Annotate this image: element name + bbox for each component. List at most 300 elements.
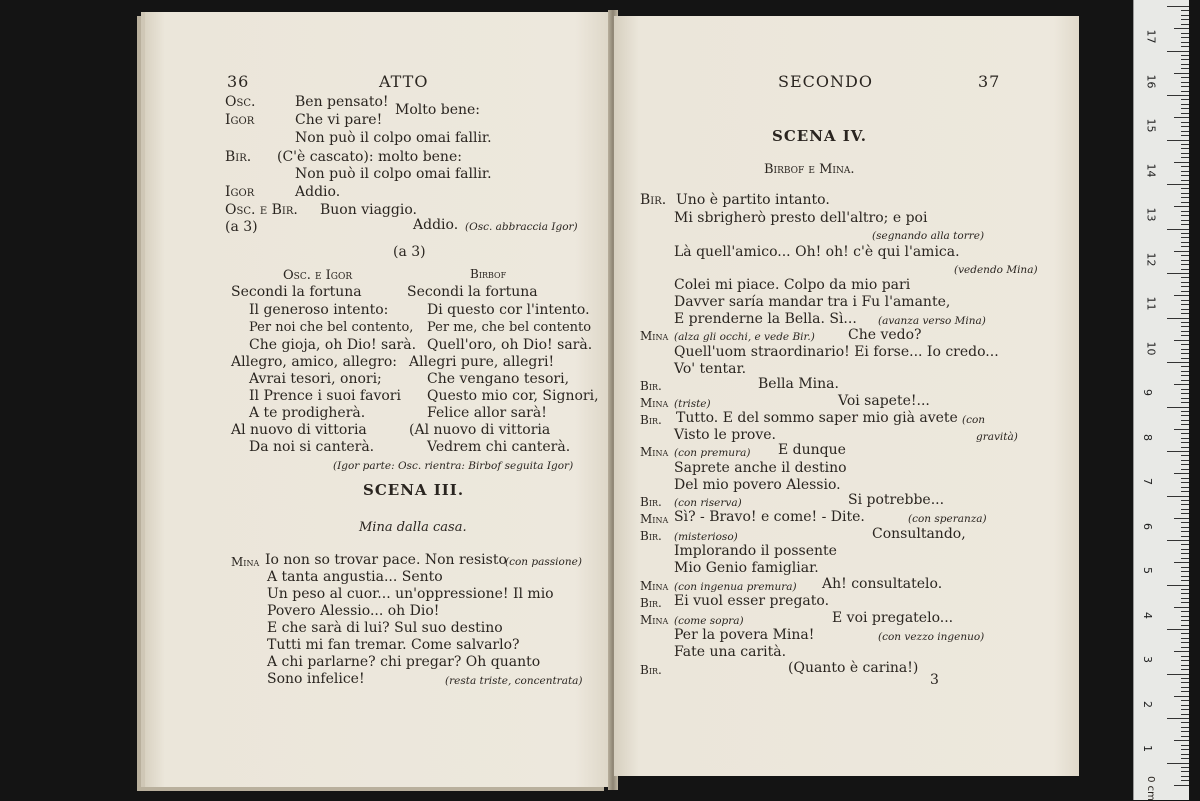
verse-line: Vo' tentar.	[674, 361, 747, 377]
ruler-tick	[1181, 598, 1189, 599]
ruler-tick	[1181, 215, 1189, 216]
ruler-tick	[1181, 264, 1189, 265]
verse-line: Vedrem chi canterà.	[427, 439, 571, 455]
ruler-tick	[1181, 171, 1189, 172]
ruler-tick	[1181, 237, 1189, 238]
ruler-tick	[1181, 482, 1189, 483]
verse-line: Quell'uom straordinario! Ei forse... Io credo...	[674, 344, 999, 360]
stage-direction: (come sopra)	[674, 615, 744, 627]
verse-line: Che vengano tesori,	[427, 371, 570, 387]
ruler-tick	[1181, 464, 1189, 465]
stage-direction: (alza gli occhi, e vede Bir.)	[674, 331, 815, 343]
ruler-tick	[1181, 380, 1189, 381]
scene-characters: Mina dalla casa.	[359, 520, 467, 535]
ruler-tick	[1181, 46, 1189, 47]
verse-line: Il Prence i suoi favori	[249, 388, 401, 404]
ruler-tick	[1181, 108, 1189, 109]
ruler-tick	[1181, 144, 1189, 145]
ruler-tick	[1167, 184, 1189, 185]
ruler-number: 4	[1141, 611, 1154, 619]
speaker: Bir.	[640, 529, 662, 543]
speaker: Bir.	[640, 596, 662, 610]
ruler-tick	[1181, 544, 1189, 545]
verse-line: Ah! consultatelo.	[822, 576, 943, 592]
verse-line: Che vedo?	[848, 327, 922, 343]
ruler-tick	[1181, 771, 1189, 772]
verse-line: Ei vuol esser pregato.	[674, 593, 830, 609]
ruler-number: 6	[1141, 522, 1154, 530]
ruler-tick	[1181, 389, 1189, 390]
stage-direction: (con speranza)	[908, 513, 987, 525]
ruler-tick	[1181, 260, 1189, 261]
ruler-tick	[1181, 59, 1189, 60]
ruler-tick	[1174, 740, 1189, 741]
stage-direction: (resta triste, concentrata)	[445, 675, 583, 687]
ruler-tick	[1167, 229, 1189, 230]
verse-line: Del mio povero Alessio.	[674, 477, 841, 493]
ruler-tick	[1174, 607, 1189, 608]
ruler-tick	[1181, 322, 1189, 323]
ruler-tick	[1181, 678, 1189, 679]
ruler-tick	[1181, 576, 1189, 577]
ruler-number: 5	[1141, 567, 1154, 575]
ruler-tick	[1181, 304, 1189, 305]
ruler-tick	[1181, 411, 1189, 412]
ruler-tick	[1181, 10, 1189, 11]
speaker: (a 3)	[225, 219, 258, 235]
page-number: 36	[227, 72, 250, 91]
ruler-tick	[1181, 113, 1189, 114]
ruler-tick	[1181, 335, 1189, 336]
ruler-number: 1	[1141, 745, 1154, 753]
ruler-tick	[1181, 620, 1189, 621]
column-heading: Birbof	[470, 267, 507, 281]
ruler-tick	[1181, 398, 1189, 399]
ruler-tick	[1181, 567, 1189, 568]
ruler-tick	[1181, 131, 1189, 132]
verse-line: Là quell'amico... Oh! oh! c'è qui l'amica.	[674, 244, 960, 260]
verse-line: Povero Alessio... oh Dio!	[267, 603, 440, 619]
ruler-tick	[1181, 433, 1189, 434]
ruler-tick	[1167, 496, 1189, 497]
verse-line: E prenderne la Bella. Sì...	[674, 311, 857, 327]
verse-line: Consultando,	[872, 526, 966, 542]
ruler-tick	[1181, 366, 1189, 367]
verse-line: Un peso al cuor... un'oppressione! Il mio	[267, 586, 554, 602]
ruler-tick	[1174, 651, 1189, 652]
verse-line: Bella Mina.	[758, 376, 839, 392]
ruler-tick	[1181, 442, 1189, 443]
speaker: Mina	[640, 613, 669, 627]
ruler-tick	[1181, 571, 1189, 572]
ruler-tick	[1181, 611, 1189, 612]
ruler-tick	[1181, 353, 1189, 354]
speaker: Mina	[640, 579, 669, 593]
ruler-number: 8	[1141, 433, 1154, 441]
ruler-tick	[1181, 331, 1189, 332]
stage-direction: (Osc. abbraccia Igor)	[465, 221, 578, 233]
ruler-number: 9	[1141, 389, 1154, 397]
stage-direction: (segnando alla torre)	[872, 230, 985, 242]
ruler-number: 15	[1144, 118, 1158, 133]
ruler-tick	[1174, 518, 1189, 519]
verse-line: Il generoso intento:	[249, 302, 389, 318]
speaker: Bir.	[640, 413, 662, 427]
speaker: Bir.	[640, 495, 662, 509]
ruler-tick	[1181, 625, 1189, 626]
ruler-tick	[1181, 188, 1189, 189]
ruler-tick	[1181, 55, 1189, 56]
verse-line: E che sarà di lui? Sul suo destino	[267, 620, 503, 636]
ruler-tick	[1174, 162, 1189, 163]
ruler-tick	[1174, 295, 1189, 296]
ruler-tick	[1181, 660, 1189, 661]
running-header: ATTO	[379, 72, 429, 91]
ruler-tick	[1181, 269, 1189, 270]
stage-direction: (misterioso)	[674, 531, 738, 543]
ruler-tick	[1181, 593, 1189, 594]
ruler-tick	[1181, 393, 1189, 394]
ruler-tick	[1167, 540, 1189, 541]
ruler-tick	[1181, 309, 1189, 310]
verse-line: Secondi la fortuna	[231, 284, 362, 300]
ruler-tick	[1181, 709, 1189, 710]
ruler-tick	[1181, 536, 1189, 537]
ruler-tick	[1181, 15, 1189, 16]
ruler-tick	[1181, 633, 1189, 634]
verse-line: Di questo cor l'intento.	[427, 302, 590, 318]
ruler-tick	[1181, 478, 1189, 479]
ruler-tick	[1181, 705, 1189, 706]
ruler-tick	[1174, 384, 1189, 385]
verse-line: Visto le prove.	[674, 427, 776, 443]
verse-line: Saprete anche il destino	[674, 460, 847, 476]
ruler-tick	[1181, 638, 1189, 639]
ruler-tick	[1181, 126, 1189, 127]
ruler-tick	[1174, 73, 1189, 74]
ruler-number: 16	[1144, 74, 1158, 89]
ruler-tick	[1167, 763, 1189, 764]
verse-line: Non può il colpo omai fallir.	[295, 130, 492, 146]
ruler-tick	[1174, 117, 1189, 118]
ruler-tick	[1174, 429, 1189, 430]
verse-line: Sì? - Bravo! e come! - Dite.	[674, 509, 865, 525]
ruler-tick	[1181, 438, 1189, 439]
ruler-tick	[1181, 122, 1189, 123]
ruler-tick	[1181, 82, 1189, 83]
ruler-tick	[1181, 246, 1189, 247]
ruler-tick	[1174, 251, 1189, 252]
ruler-tick	[1174, 206, 1189, 207]
ruler-number: 2	[1141, 700, 1154, 708]
ruler-tick	[1181, 776, 1189, 777]
ruler-tick	[1181, 500, 1189, 501]
ruler-tick	[1181, 33, 1189, 34]
ruler-tick	[1181, 665, 1189, 666]
ruler-tick	[1167, 718, 1189, 719]
ruler-tick	[1181, 64, 1189, 65]
ruler-unit-label: 0 cm	[1144, 776, 1156, 801]
ruler-number: 14	[1144, 163, 1158, 178]
ruler-tick	[1181, 68, 1189, 69]
stage-direction: (con ingenua premura)	[674, 581, 797, 593]
ruler-tick	[1181, 460, 1189, 461]
speaker: Bir.	[640, 379, 662, 393]
stage-direction: gravità)	[976, 431, 1018, 443]
ruler-tick	[1174, 696, 1189, 697]
ruler-tick	[1167, 362, 1189, 363]
verse-line: Sono infelice!	[267, 671, 365, 687]
verse-line: (Al nuovo di vittoria	[409, 422, 551, 438]
ruler-tick	[1181, 344, 1189, 345]
ruler-tick	[1174, 473, 1189, 474]
ruler-tick	[1181, 291, 1189, 292]
ruler-tick	[1181, 731, 1189, 732]
ruler-tick	[1181, 371, 1189, 372]
ruler-tick	[1181, 99, 1189, 100]
column-heading: Osc. e Igor	[283, 268, 353, 283]
ruler-tick	[1181, 669, 1189, 670]
verse-line: Non può il colpo omai fallir.	[295, 166, 492, 182]
verse-line: (C'è cascato): molto bene:	[277, 149, 462, 165]
stage-direction: (Igor parte: Osc. rientra: Birbof seguita Igor)	[333, 460, 574, 472]
ruler-tick	[1167, 451, 1189, 452]
ruler-number: 11	[1144, 296, 1158, 311]
verse-line: Questo mio cor, Signori,	[427, 388, 599, 404]
ruler-tick	[1181, 197, 1189, 198]
ruler-number: 13	[1144, 207, 1158, 222]
verse-line: Voi sapete!...	[838, 393, 930, 409]
ruler-tick	[1167, 51, 1189, 52]
ruler-tick	[1181, 687, 1189, 688]
verse-line: Quell'oro, oh Dio! sarà.	[427, 337, 593, 353]
ruler-tick	[1181, 714, 1189, 715]
ruler-tick	[1181, 313, 1189, 314]
ruler-tick	[1181, 447, 1189, 448]
verse-line: Per me, che bel contento	[427, 320, 592, 335]
verse-line: Tutti mi fan tremar. Come salvarlo?	[267, 637, 520, 653]
verse-line: Per noi che bel contento,	[249, 320, 414, 335]
verse-line: Che gioja, oh Dio! sarà.	[249, 337, 417, 353]
speaker: Bir.	[640, 663, 662, 677]
verse-line: Addio.	[295, 184, 341, 200]
ruler-tick	[1167, 585, 1189, 586]
verse-line: A chi parlarne? chi pregar? Oh quanto	[267, 654, 541, 670]
verse-line: Addio.	[413, 217, 459, 233]
scene-title: SCENA III.	[363, 481, 465, 499]
ruler-tick	[1181, 420, 1189, 421]
ruler-tick	[1181, 513, 1189, 514]
ruler-tick	[1181, 736, 1189, 737]
speaker: Mina	[640, 445, 669, 459]
ruler-tick	[1167, 407, 1189, 408]
ruler-tick	[1167, 95, 1189, 96]
ruler-tick	[1181, 286, 1189, 287]
speaker: Bir.	[640, 192, 667, 208]
verse-line: (Quanto è carina!)	[788, 660, 919, 676]
verse-line: Mio Genio famigliar.	[674, 560, 819, 576]
ruler-tick	[1181, 589, 1189, 590]
ruler-tick	[1181, 700, 1189, 701]
running-header: SECONDO	[778, 72, 873, 91]
ruler-tick	[1181, 780, 1189, 781]
speaker: Igor	[225, 184, 255, 200]
ruler-tick	[1181, 375, 1189, 376]
ruler-tick	[1181, 602, 1189, 603]
verse-line: Si potrebbe...	[848, 492, 945, 508]
signature-mark: 3	[930, 672, 939, 688]
ruler-tick	[1181, 527, 1189, 528]
ruler-tick	[1181, 19, 1189, 20]
speaker: Mina	[640, 329, 669, 343]
ensemble-mark: (a 3)	[393, 244, 426, 260]
right-page	[614, 16, 1079, 776]
stage-direction: (triste)	[674, 398, 711, 410]
verse-line: Per la povera Mina!	[674, 627, 815, 643]
ruler-tick	[1181, 642, 1189, 643]
stage-direction: (con	[962, 414, 986, 426]
verse-line: Implorando il possente	[674, 543, 837, 559]
scene-title: SCENA IV.	[772, 127, 868, 145]
ruler-tick	[1174, 785, 1189, 786]
ruler-tick	[1181, 656, 1189, 657]
ruler-tick	[1174, 28, 1189, 29]
verse-line: Uno è partito intanto.	[676, 192, 830, 208]
verse-line: E dunque	[778, 442, 846, 458]
ruler-tick	[1167, 629, 1189, 630]
ruler-tick	[1181, 727, 1189, 728]
ruler-tick	[1174, 562, 1189, 563]
stage-direction: (con passione)	[505, 556, 582, 568]
ruler-tick	[1181, 242, 1189, 243]
ruler-number: 7	[1141, 478, 1154, 486]
verse-line: Che vi pare!	[295, 112, 383, 128]
ruler-tick	[1181, 558, 1189, 559]
open-book	[140, 10, 1080, 790]
ruler-tick	[1181, 522, 1189, 523]
ruler-tick	[1181, 91, 1189, 92]
ruler-tick	[1181, 211, 1189, 212]
stage-direction: (con riserva)	[674, 497, 742, 509]
ruler-tick	[1181, 42, 1189, 43]
ruler-tick	[1174, 340, 1189, 341]
ruler-tick	[1181, 148, 1189, 149]
ruler-tick	[1167, 674, 1189, 675]
ruler-tick	[1181, 300, 1189, 301]
stage-direction: (avanza verso Mina)	[878, 315, 986, 327]
ruler-tick	[1181, 531, 1189, 532]
ruler-tick	[1181, 358, 1189, 359]
ruler-tick	[1181, 549, 1189, 550]
ruler-tick	[1181, 24, 1189, 25]
ruler-number: 10	[1144, 341, 1158, 356]
ruler-tick	[1181, 224, 1189, 225]
ruler-tick	[1181, 487, 1189, 488]
ruler-number: 12	[1144, 252, 1158, 267]
verse-line: Felice allor sarà!	[427, 405, 547, 421]
ruler-tick	[1181, 135, 1189, 136]
ruler-tick	[1181, 424, 1189, 425]
verse-line: Molto bene:	[395, 102, 481, 118]
speaker: Mina	[640, 512, 669, 526]
ruler-tick	[1181, 616, 1189, 617]
ruler-tick	[1181, 402, 1189, 403]
ruler-tick	[1181, 233, 1189, 234]
verse-line: Mi sbrigherò presto dell'altro; e poi	[674, 210, 928, 226]
speaker: Mina	[231, 555, 260, 569]
verse-line: Buon viaggio.	[320, 202, 417, 218]
verse-line: A te prodigherà.	[249, 405, 366, 421]
ruler-tick	[1181, 504, 1189, 505]
ruler-number: 17	[1144, 29, 1158, 44]
ruler-tick	[1181, 153, 1189, 154]
ruler-tick	[1181, 682, 1189, 683]
ruler-tick	[1181, 745, 1189, 746]
ruler-tick	[1181, 415, 1189, 416]
ruler-tick	[1181, 754, 1189, 755]
ruler-tick	[1181, 220, 1189, 221]
verse-line: E voi pregatelo...	[832, 610, 954, 626]
ruler-tick	[1181, 469, 1189, 470]
measuring-ruler	[1133, 0, 1189, 800]
ruler-tick	[1181, 202, 1189, 203]
verse-line: A tanta angustia... Sento	[267, 569, 443, 585]
left-page	[145, 12, 612, 787]
ruler-tick	[1181, 86, 1189, 87]
stage-direction: (con vezzo ingenuo)	[878, 631, 985, 643]
speaker: Osc. e Bir.	[225, 202, 298, 218]
ruler-tick	[1167, 140, 1189, 141]
verse-line: Allegro, amico, allegro:	[231, 354, 397, 370]
ruler-tick	[1181, 180, 1189, 181]
ruler-tick	[1181, 767, 1189, 768]
verse-line: Tutto. E del sommo saper mio già avete	[676, 410, 958, 426]
stage-direction: (vedendo Mina)	[954, 264, 1038, 276]
verse-line: Davver saría mandar tra i Fu l'amante,	[674, 294, 951, 310]
speaker: Osc.	[225, 94, 256, 110]
verse-line: Io non so trovar pace. Non resisto	[265, 552, 507, 568]
ruler-tick	[1181, 758, 1189, 759]
verse-line: Avrai tesori, onori;	[249, 371, 382, 387]
ruler-tick	[1181, 104, 1189, 105]
ruler-tick	[1181, 37, 1189, 38]
ruler-number: 3	[1141, 656, 1154, 664]
verse-line: Allegri pure, allegri!	[409, 354, 555, 370]
ruler-tick	[1181, 166, 1189, 167]
ruler-tick	[1181, 282, 1189, 283]
ruler-tick	[1181, 455, 1189, 456]
verse-line: Fate una carità.	[674, 644, 787, 660]
page-number: 37	[978, 72, 1001, 91]
verse-line: Da noi si canterà.	[249, 439, 375, 455]
ruler-tick	[1181, 175, 1189, 176]
speaker: Mina	[640, 396, 669, 410]
verse-line: Colei mi piace. Colpo da mio pari	[674, 277, 911, 293]
ruler-tick	[1181, 77, 1189, 78]
ruler-tick	[1181, 157, 1189, 158]
ruler-tick	[1181, 553, 1189, 554]
ruler-tick	[1181, 349, 1189, 350]
ruler-tick	[1181, 193, 1189, 194]
ruler-tick	[1181, 647, 1189, 648]
ruler-tick	[1181, 691, 1189, 692]
scene-characters: Birbof e Mina.	[764, 162, 855, 177]
verse-line: Al nuovo di vittoria	[231, 422, 367, 438]
ruler-tick	[1181, 722, 1189, 723]
ruler-tick	[1181, 255, 1189, 256]
speaker: Igor	[225, 112, 255, 128]
ruler-tick	[1181, 491, 1189, 492]
